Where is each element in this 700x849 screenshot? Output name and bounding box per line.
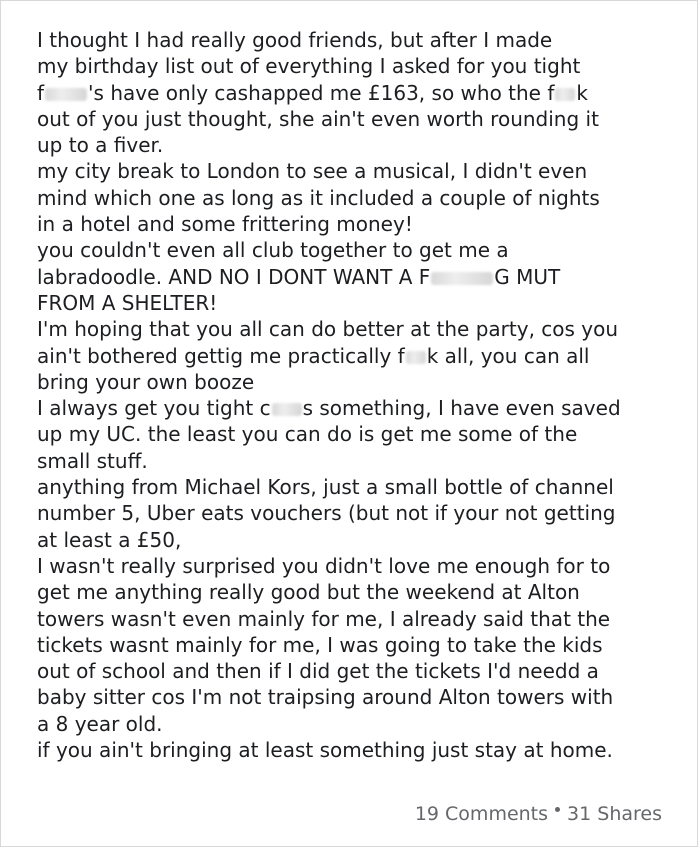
post-line — [37, 316, 677, 342]
post-line — [37, 579, 677, 605]
post-text-segment: if you ain't bringing at least something just stay at home. — [37, 738, 613, 763]
post-text-segment: I wasn't really surprised you didn't love me enough for to — [37, 553, 611, 578]
post-line — [37, 500, 677, 526]
post-line — [37, 80, 677, 106]
post-line — [37, 132, 677, 158]
post-text-segment: f — [37, 80, 45, 105]
post-text-segment: s something, I have even saved — [302, 396, 621, 421]
post-text-segment: anything from Michael Kors, just a small bottle of channel — [37, 475, 614, 500]
post-line — [37, 658, 677, 684]
post-line — [37, 711, 677, 737]
shares-link[interactable]: 31 Shares — [567, 803, 662, 825]
post-text-segment: my city break to London to see a musical, I didn't even — [37, 159, 588, 184]
post-line — [37, 553, 677, 579]
post-line — [37, 53, 677, 79]
post-text-segment: FROM A SHELTER! — [37, 290, 218, 315]
post-text-segment: you couldn't even all club together to get me a — [37, 238, 509, 263]
post-text-segment: I thought I had really good friends, but after I made — [37, 28, 553, 52]
post-line — [37, 448, 677, 474]
post-line — [37, 606, 677, 632]
post-text-segment: in a hotel and some frittering money! — [37, 212, 413, 237]
post-text-segment: I always get you tight c — [37, 396, 271, 421]
censored-word — [45, 88, 87, 101]
post-text-segment: bring your own booze — [37, 369, 255, 394]
post-line — [37, 369, 677, 395]
post-line — [37, 684, 677, 710]
post-line — [37, 421, 677, 447]
post-line — [37, 264, 677, 290]
post-text-segment: at least a £50, — [37, 527, 182, 552]
post-text-segment: out of you just thought, she ain't even worth rounding it — [37, 106, 599, 131]
post-text-segment: small stuff. — [37, 448, 148, 473]
post-text-segment: up my UC. the least you can do is get me some of the — [37, 422, 578, 447]
post-line — [37, 737, 677, 763]
post-line — [37, 211, 677, 237]
post-text-segment: tickets wasnt mainly for me, I was going to take the kids — [37, 632, 603, 657]
post-text-segment: get me anything really good but the weekend at Alton — [37, 580, 580, 605]
censored-word — [406, 351, 426, 364]
post-line — [37, 474, 677, 500]
post-text-segment: k — [576, 80, 588, 105]
post-line — [37, 395, 677, 421]
censored-word — [555, 88, 575, 101]
post-line — [37, 290, 677, 316]
post-text-segment: ain't bothered gettig me practically f — [37, 343, 405, 368]
post-footer — [415, 803, 662, 825]
post-line — [37, 185, 677, 211]
post-text-segment: mind which one as long as it included a couple of nights — [37, 185, 600, 210]
post-text-segment: towers wasn't even mainly for me, I already said that the — [37, 606, 611, 631]
post-text-segment: labradoodle. AND NO I DONT WANT A F — [37, 264, 431, 289]
post-line — [37, 106, 677, 132]
post-text-segment: G MUT — [494, 264, 561, 289]
post-text-segment: baby sitter cos I'm not traipsing around Alton towers with — [37, 685, 614, 710]
post-text-segment: I'm hoping that you all can do better at the party, cos you — [37, 317, 619, 342]
post-text-segment: a 8 year old. — [37, 711, 163, 736]
comments-link[interactable]: 19 Comments — [414, 803, 549, 825]
post-text-segment: up to a fiver. — [37, 133, 164, 158]
post-text-segment: number 5, Uber eats vouchers (but not if your not getting — [37, 501, 616, 526]
censored-word — [431, 272, 493, 285]
post-text-segment: 's have only cashapped me £163, so who the f — [88, 80, 555, 105]
post-line — [37, 527, 677, 553]
post-text-segment: my birthday list out of everything I asked for you tight — [37, 54, 581, 79]
post-text-segment: out of school and then if I did get the tickets I'd needd a — [37, 659, 599, 684]
post-line — [37, 632, 677, 658]
post-text-segment: k all, you can all — [426, 343, 590, 368]
post-line — [37, 158, 677, 184]
post-text — [37, 27, 677, 763]
post-line — [37, 237, 677, 263]
censored-word — [272, 403, 302, 416]
post-line — [37, 343, 677, 369]
post-line — [37, 27, 677, 53]
separator-dot — [555, 807, 560, 812]
